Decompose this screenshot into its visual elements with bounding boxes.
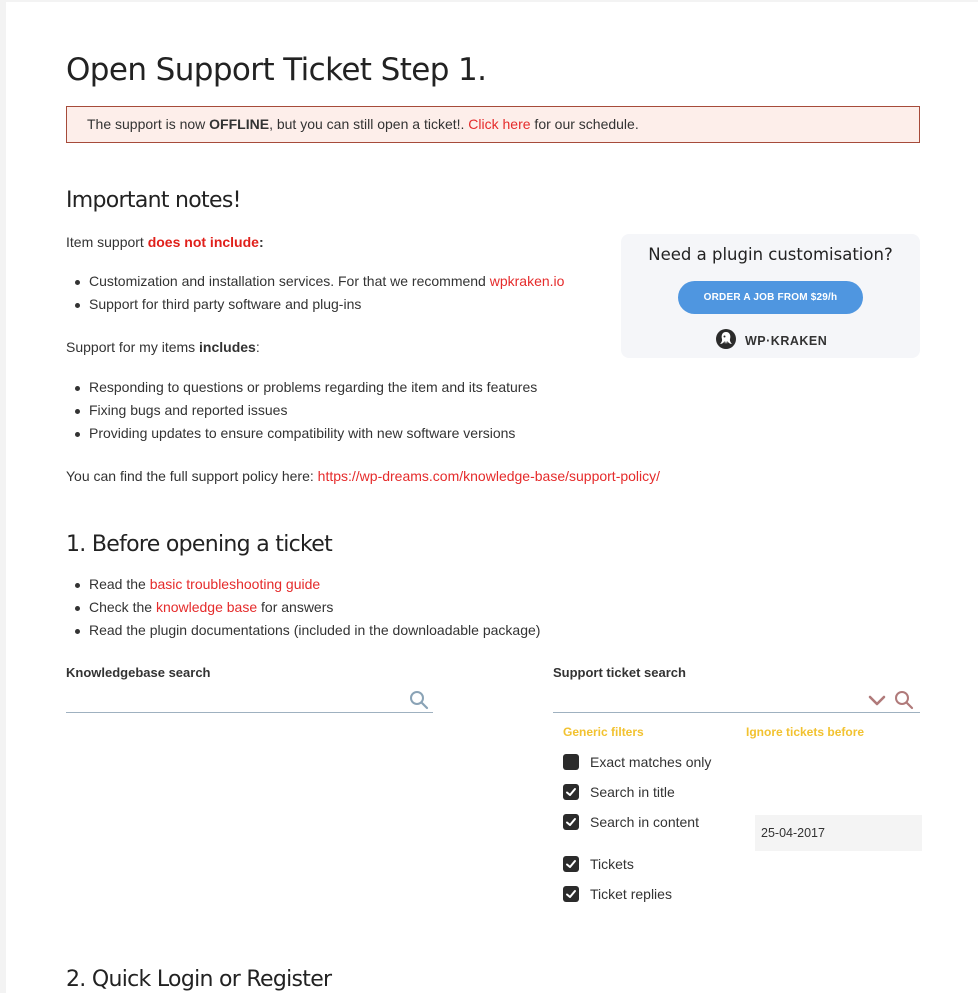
includes-strong: includes [199,339,256,355]
list-item-text: Read the plugin documentations (included in the downloadable package) [89,622,541,638]
checkbox-label: Exact matches only [590,754,712,770]
notice-suffix: for our schedule. [530,116,639,132]
before-opening-list [66,573,540,642]
page [6,2,978,993]
checkbox-label: Search in title [590,784,675,800]
before-opening-heading: 1. Before opening a ticket [66,532,333,557]
checkbox[interactable] [563,886,579,902]
filter-search-in-title[interactable] [563,782,675,802]
includes-prefix: Support for my items [66,339,200,355]
chevron-down-icon[interactable] [867,690,887,710]
list-item: Responding to questions or problems regarding the item and its features [66,376,537,399]
list-item-text: Support for third party software and plug-ins [89,296,362,312]
search-icon[interactable] [409,690,429,710]
checkbox[interactable] [563,856,579,872]
checkbox-label: Tickets [590,856,634,872]
notice-middle: , but you can still open a ticket!. [269,116,469,132]
offline-notice [66,106,920,143]
order-job-button[interactable]: ORDER A JOB FROM $29/h [678,281,863,314]
list-item [66,270,564,293]
policy-prefix: You can find the full support policy here: [66,468,318,484]
wp-kraken-logo-text: WP·KRAKEN [745,334,828,348]
check-icon [565,858,577,870]
support-policy-link[interactable]: https://wp-dreams.com/knowledge-base/support-policy/ [317,468,661,484]
excluded-list [66,270,564,316]
notice-prefix: The support is now [87,116,210,132]
included-list [66,376,537,445]
ticket-search-box [553,687,920,713]
generic-filters-label: Generic filters [563,725,644,739]
filter-search-in-content[interactable] [563,812,699,832]
list-item [66,596,540,619]
list-item-text: Customization and installation services. For that we recommend [89,273,490,289]
ticket-search-filters [563,724,930,914]
checkbox-label: Search in content [590,814,699,830]
ticket-search-input[interactable] [553,687,920,712]
list-item-text: Check the [89,599,156,615]
wp-kraken-logo[interactable] [715,330,827,352]
filter-tickets[interactable] [563,854,634,874]
not-include-strong: does not include [147,234,259,250]
quick-login-heading: 2. Quick Login or Register [66,967,332,992]
includes-colon: : [255,339,260,355]
ticket-search-label: Support ticket search [553,665,686,680]
includes-text [66,339,260,355]
check-icon [565,888,577,900]
schedule-link[interactable]: Click here [468,116,531,132]
list-item-text: for answers [257,599,334,615]
kb-search-input[interactable] [66,687,433,712]
ignore-before-date-input[interactable]: 25-04-2017 [755,815,922,851]
not-include-prefix: Item support [66,234,148,250]
list-item-text: Read the [89,576,150,592]
filter-ticket-replies[interactable] [563,884,672,904]
checkbox[interactable] [563,814,579,830]
plugin-customisation-promo [621,234,920,358]
kb-search-label: Knowledgebase search [66,665,211,680]
ignore-before-label: Ignore tickets before [746,725,865,739]
check-icon [565,786,577,798]
check-icon [565,816,577,828]
kraken-icon [715,328,737,355]
page-title: Open Support Ticket Step 1. [66,52,487,88]
not-include-text [66,234,264,250]
list-item: Fixing bugs and reported issues [66,399,537,422]
notice-status: OFFLINE [209,116,270,132]
filter-exact-matches[interactable] [563,752,711,772]
promo-title: Need a plugin customisation? [648,245,893,264]
checkbox-label: Ticket replies [590,886,672,902]
knowledge-base-link[interactable]: knowledge base [155,599,258,615]
list-item [66,619,540,642]
wpkraken-link[interactable]: wpkraken.io [489,273,565,289]
checkbox[interactable] [563,754,579,770]
search-icon[interactable] [894,690,914,710]
kb-search-box [66,687,433,713]
list-item [66,293,564,316]
troubleshooting-guide-link[interactable]: basic troubleshooting guide [149,576,321,592]
support-policy-text [66,468,660,484]
list-item [66,573,540,596]
important-notes-heading: Important notes! [66,188,241,213]
checkbox[interactable] [563,784,579,800]
not-include-colon: : [258,234,264,250]
list-item: Providing updates to ensure compatibility with new software versions [66,422,537,445]
